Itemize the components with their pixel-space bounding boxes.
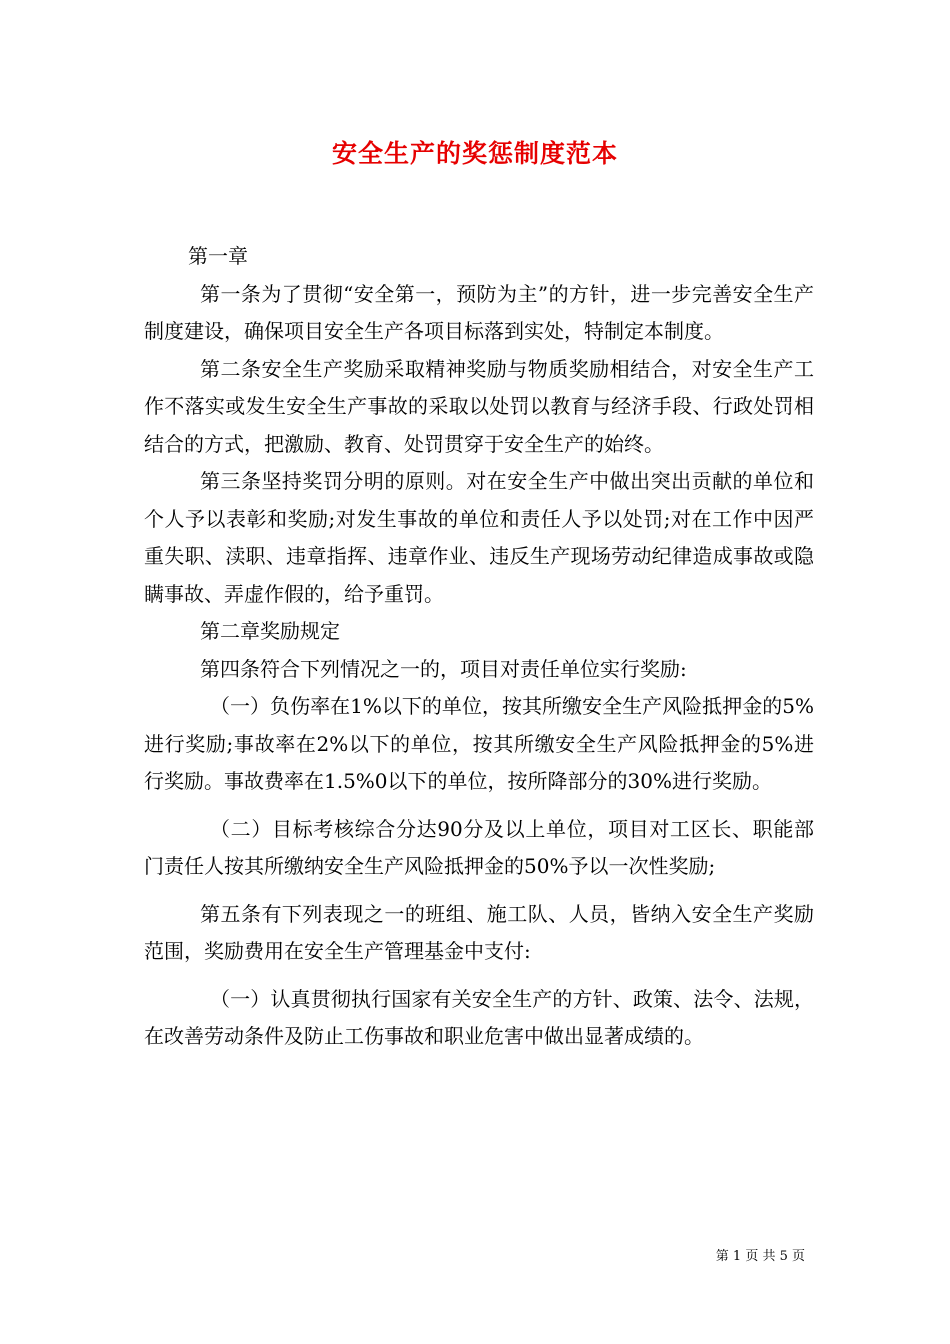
- chapter-heading: 第二章奖励规定: [200, 619, 340, 643]
- page-number: 第 1 页 共 5 页: [715, 1249, 805, 1264]
- article-paragraph: 第四条符合下列情况之一的，项目对责任单位实行奖励:: [200, 656, 687, 681]
- document-title: 安全生产的奖惩制度范本: [331, 139, 618, 168]
- article-paragraph: 第五条有下列表现之一的班组、施工队、人员，皆纳入安全生产奖励范围，奖励费用在安全生产管理基金中支付:: [144, 901, 814, 963]
- article-item: （二）目标考核综合分达90分及以上单位，项目对工区长、职能部门责任人按其所缴纳安全生产风险抵押金的50%予以一次性奖励;: [144, 816, 814, 878]
- article-item: （一）认真贯彻执行国家有关安全生产的方针、政策、法令、法规，在改善劳动条件及防止工伤事故和职业危害中做出显著成绩的。: [144, 986, 814, 1048]
- article-paragraph: 第二条安全生产奖励采取精神奖励与物质奖励相结合，对安全生产工作不落实或发生安全生产事故的采取以处罚以教育与经济手段、行政处罚相结合的方式，把激励、教育、处罚贯穿于安全生产的始终。: [144, 356, 814, 456]
- article-paragraph: 第一条为了贯彻“安全第一，预防为主”的方针，进一步完善安全生产制度建设，确保项目安全生产各项目标落到实处，特制定本制度。: [144, 281, 814, 343]
- article-paragraph: 第三条坚持奖罚分明的原则。对在安全生产中做出突出贡献的单位和个人予以表彰和奖励;对发生事故的单位和责任人予以处罚;对在工作中因严重失职、渎职、违章指挥、违章作业、违反生产现场劳动纪律造成事故或隐瞒事故、弄虚作假的，给予重罚。: [144, 469, 814, 606]
- chapter-heading: 第一章: [188, 244, 248, 268]
- article-item: （一）负伤率在1%以下的单位，按其所缴安全生产风险抵押金的5%进行奖励;事故率在2%以下的单位，按其所缴安全生产风险抵押金的5%进行奖励。事故费率在1.5%0以下的单位，按所降部分的30%进行奖励。: [144, 694, 814, 793]
- document-body: [144, 238, 814, 1056]
